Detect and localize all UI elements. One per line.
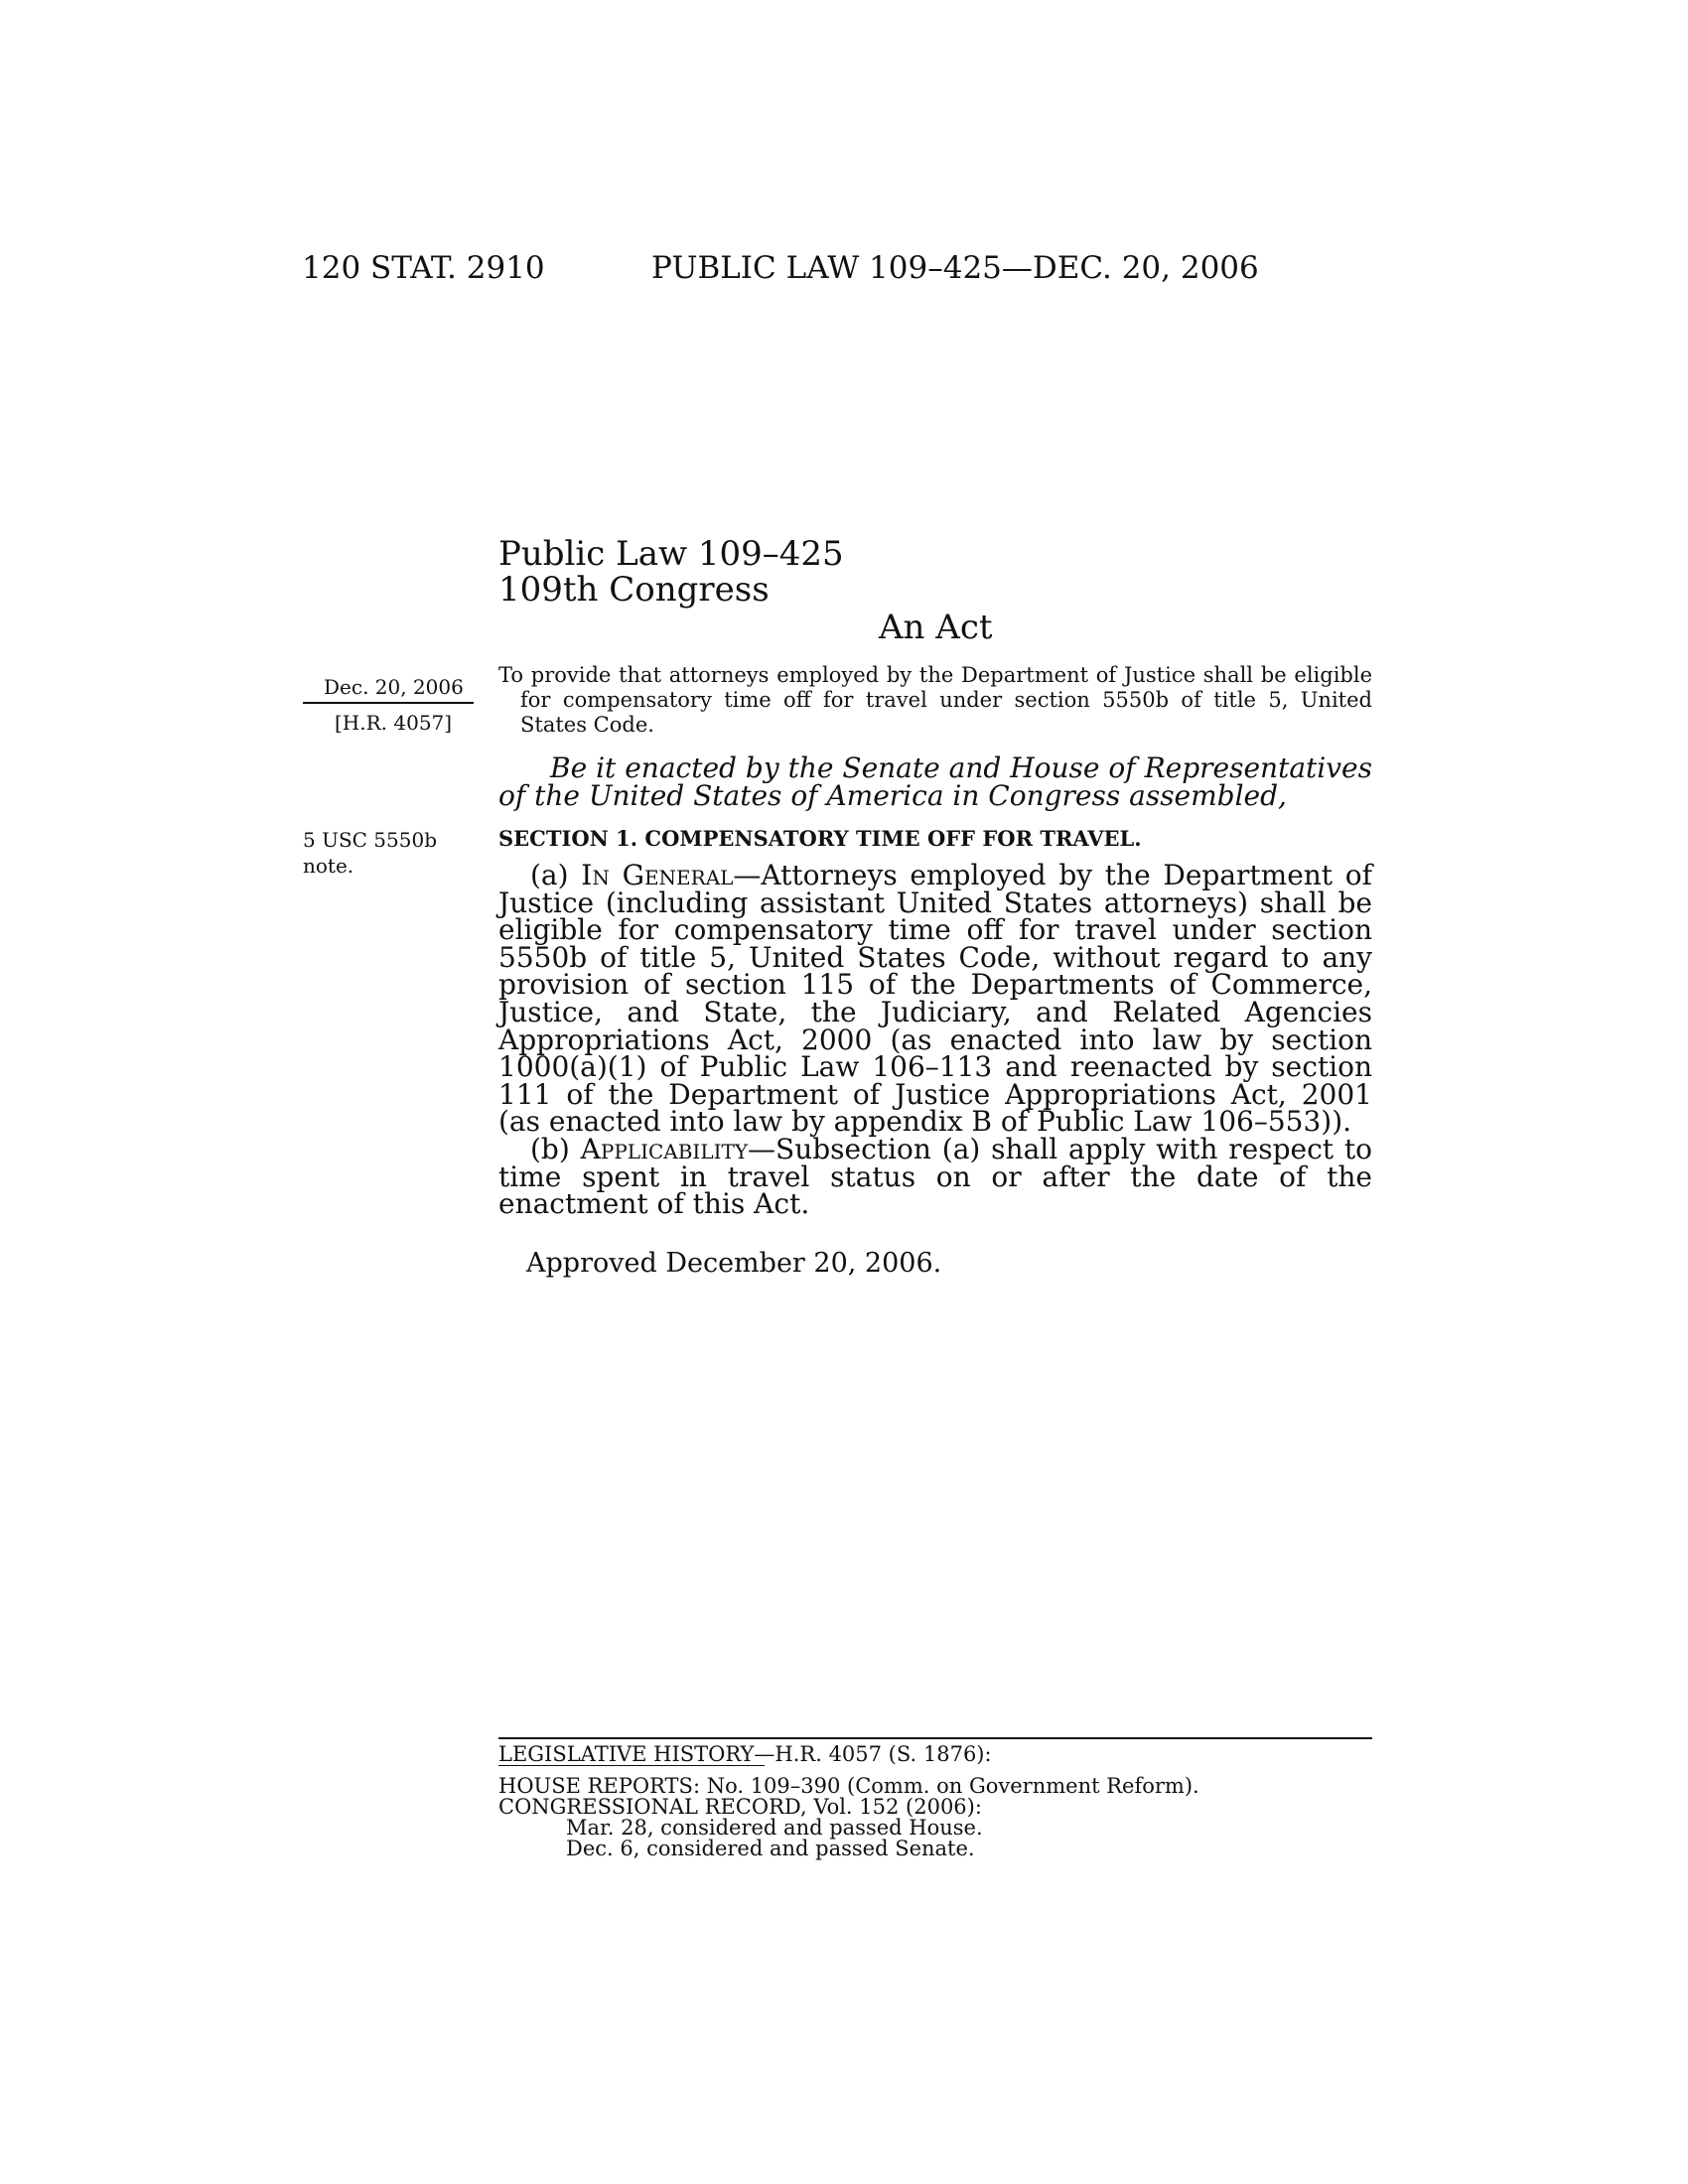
margin-bill-number: [H.R. 4057] <box>335 711 453 735</box>
running-header-title: PUBLIC LAW 109–425—DEC. 20, 2006 <box>651 250 1259 286</box>
approval-date: Approved December 20, 2006. <box>526 1248 942 1279</box>
subsection-a-label: (a) <box>530 859 569 891</box>
public-law-number: Public Law 109–425 <box>498 534 844 574</box>
record-entry: Dec. 6, considered and passed Senate. <box>566 1837 975 1860</box>
enacting-clause: Be it enacted by the Senate and House of Representatives of the United States of America in Congress assembled, <box>498 751 1372 812</box>
stat-page-number: 120 STAT. 2910 <box>302 250 545 286</box>
section-heading: SECTION 1. COMPENSATORY TIME OFF FOR TRAVEL. <box>498 826 1142 851</box>
margin-usc-citation: 5 USC 5550b <box>303 828 437 852</box>
subsection-b-label: (b) <box>530 1133 570 1165</box>
subsection-a-text: —Attorneys employed by the Department of Justice (including assistant United States attorneys) shall be eligible for compensatory time off for travel under section 5550b of title 5, United States Code, without regard to any provision of section 115 of the Departments of Commerce, Justice, and State, the Judiciary, and Related Agencies Appropriations Act, 2000 (as enacted into law by section 1000(a)(1) of Public Law 106–113 and reenacted by section 111 of the Department of Justice Appropriations Act, 2001 (as enacted into law by appendix B of Public Law 106–553)). <box>498 859 1372 1139</box>
margin-date: Dec. 20, 2006 <box>324 675 464 699</box>
congressional-record-line: CONGRESSIONAL RECORD, Vol. 152 (2006): <box>498 1795 982 1819</box>
margin-divider <box>303 702 474 704</box>
legislative-history-underline <box>498 1765 765 1766</box>
congress-label: 109th Congress <box>498 570 770 610</box>
purpose-statement: To provide that attorneys employed by the Department of Justice shall be eligible for compensatory time off for travel under section 5550b of title 5, United States Code. <box>498 663 1372 737</box>
subsection-b-heading: Applicability <box>580 1133 749 1165</box>
house-reports-line: HOUSE REPORTS: No. 109–390 (Comm. on Government Reform). <box>498 1774 1199 1798</box>
subsection-b-text: —Subsection (a) shall apply with respect to time spent in travel status on or after the date of the enactment of this Act. <box>498 1133 1372 1221</box>
an-act-heading: An Act <box>879 608 993 647</box>
subsection-a <box>498 859 1372 1139</box>
record-entry: Mar. 28, considered and passed House. <box>566 1816 983 1840</box>
footer-divider <box>498 1737 1372 1739</box>
margin-note-label: note. <box>303 854 354 878</box>
subsection-a-heading: In General <box>581 859 734 891</box>
subsection-b <box>498 1133 1372 1221</box>
legislative-history-heading: LEGISLATIVE HISTORY—H.R. 4057 (S. 1876): <box>498 1742 992 1766</box>
